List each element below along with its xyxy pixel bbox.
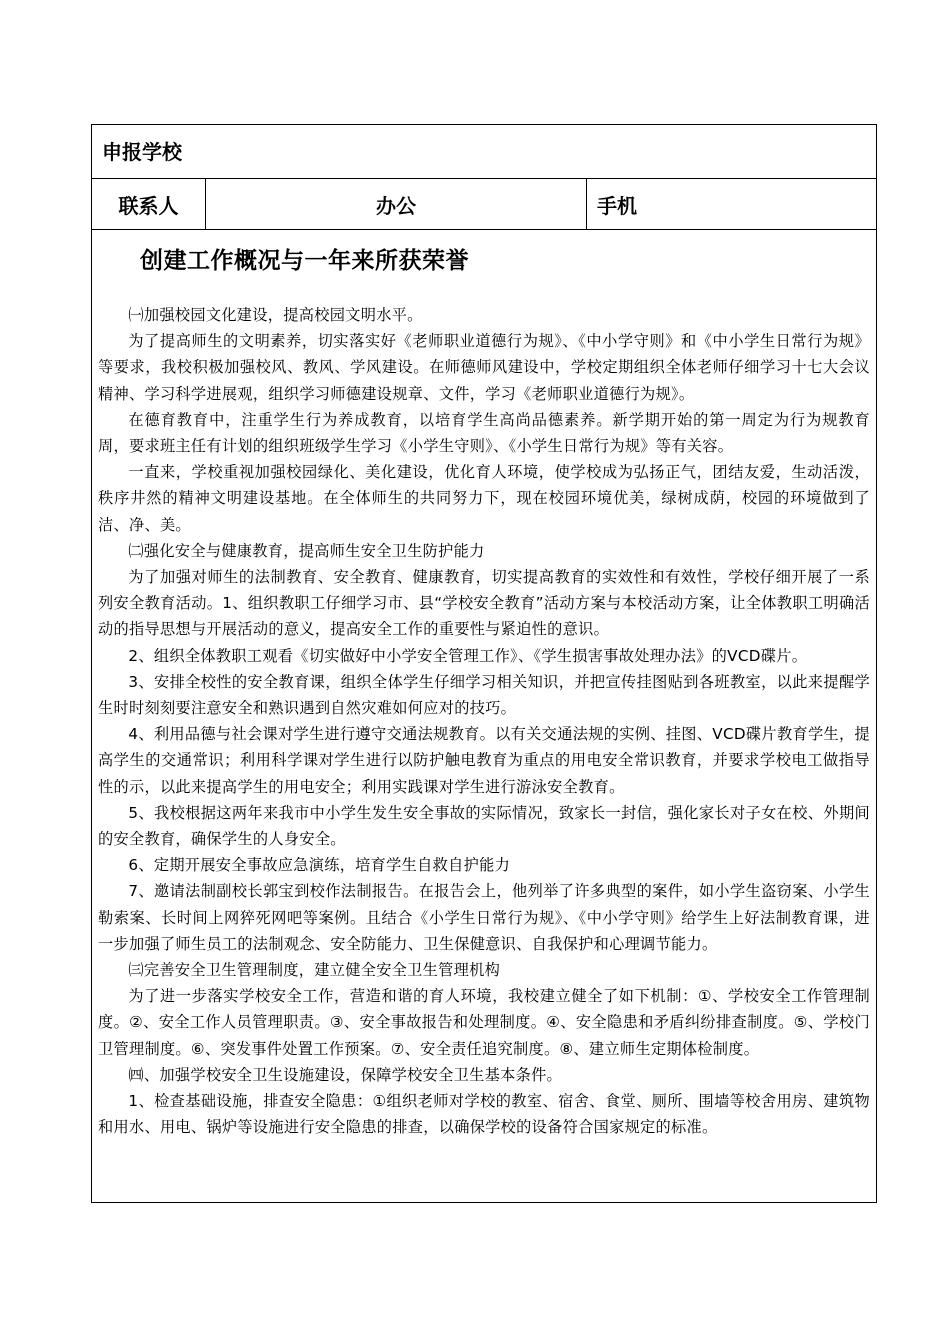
paragraph: 为了加强对师生的法制教育、安全教育、健康教育，切实提高教育的实效性和有效性，学校仔细开展了一系列安全教育活动。1、组织教职工仔细学习市、县“学校安全教育”活动方案与本校活动方案，让全体教职工明确活动的指导思想与开展活动的意义，提高安全工作的重要性与紧迫性的意识。 bbox=[98, 568, 870, 639]
paragraph: 7、邀请法制副校长郭宝到校作法制报告。在报告会上，他列举了许多典型的案件，如小学生盗窃案、小学生勒索案、长时间上网猝死网吧等案例。且结合《小学生日常行为规》、《中小学守则》给学生上好法制教育课，进一步加强了师生员工的法制观念、安全防能力、卫生保健意识、自我保护和心理调节能力。 bbox=[98, 882, 870, 953]
section-title: 创建工作概况与一年来所获荣誉 bbox=[140, 248, 469, 274]
paragraph: 1、检查基础设施，排查安全隐患：①组织老师对学校的教室、宿舍、食堂、厕所、围墙等校舍用房、建筑物和用水、用电、锅炉等设施进行安全隐患的排查，以确保学校的设备符合国家规定的标准。 bbox=[98, 1092, 870, 1137]
contact-row bbox=[92, 179, 876, 230]
paragraph: 3、安排全校性的安全教育课，组织全体学生仔细学习相关知识，并把宣传挂图贴到各班教室，以此来提醒学生时时刻刻要注意安全和熟识遇到自然灾难如何应对的技巧。 bbox=[98, 672, 870, 718]
paragraph: 6、定期开展安全事故应急演练，培育学生自救自护能力 bbox=[128, 856, 511, 875]
paragraph: ㈠加强校园文化建设，提高校园文明水平。 bbox=[128, 306, 423, 324]
school-row bbox=[92, 125, 876, 179]
paragraph: 一直来，学校重视加强校园绿化、美化建设，优化育人环境，使学校成为弘扬正气，团结友爱，生动活泼，秩序井然的精神文明建设基地。在全体师生的共同努力下，现在校园环境优美，绿树成荫，校园的环境做到了洁、净、美。 bbox=[98, 463, 870, 534]
paragraph: 为了进一步落实学校安全工作，营造和谐的育人环境，我校建立健全了如下机制：①、学校安全工作管理制度。②、安全工作人员管理职责。③、安全事故报告和处理制度。④、安全隐患和矛盾纠纷排查制度。⑤、学校门卫管理制度。⑥、突发事件处置工作预案。⑦、安全责任追究制度。⑧、建立师生定期体检制度。 bbox=[98, 987, 870, 1058]
paragraph: 2、组织全体教职工观看《切实做好中小学安全管理工作》、《学生损害事故处理办法》的VCD碟片。 bbox=[128, 646, 808, 665]
mobile-phone-label: 手机 bbox=[597, 193, 637, 218]
section-body bbox=[98, 302, 870, 1141]
office-phone-label: 办公 bbox=[206, 179, 587, 229]
paragraph: 5、我校根据这两年来我市中小学生发生安全事故的实际情况，致家长一封信，强化家长对子女在校、外期间的安全教育，确保学生的人身安全。 bbox=[98, 803, 870, 849]
paragraph: ㈢完善安全卫生管理制度，建立健全安全卫生管理机构 bbox=[128, 961, 501, 980]
paragraph: ㈡强化安全与健康教育，提高师生安全卫生防护能力 bbox=[128, 541, 485, 560]
paragraph: ㈣、加强学校安全卫生设施建设，保障学校安全卫生基本条件。 bbox=[128, 1065, 563, 1084]
school-label: 申报学校 bbox=[102, 140, 182, 164]
paragraph: 为了提高师生的文明素养，切实落实好《老师职业道德行为规》、《中小学守则》和《中小学生日常行为规》等要求，我校积极加强校风、教风、学风建设。在师德师风建设中，学校定期组织全体老师仔细学习十七大会议精神、学习科学进展观，组织学习师德建设规章、文件，学习《老师职业道德行为规》。 bbox=[98, 332, 870, 403]
application-form bbox=[91, 124, 877, 1203]
paragraph: 4、利用品德与社会课对学生进行遵守交通法规教育。以有关交通法规的实例、挂图、VCD碟片教育学生，提高学生的交通常识；利用科学课对学生进行以防护触电教育为重点的用电安全常识教育，并要求学校电工做指导性的示，以此来提高学生的用电安全；利用实践课对学生进行游泳安全教育。 bbox=[98, 725, 870, 796]
contact-person-label: 联系人 bbox=[92, 179, 206, 229]
overview-section bbox=[92, 230, 876, 1202]
paragraph: 在德育教育中，注重学生行为养成教育，以培育学生高尚品德素养。新学期开始的第一周定为行为规教育周，要求班主任有计划的组织班级学生学习《小学生守则》、《小学生日常行为规》等有关容。 bbox=[98, 410, 870, 456]
